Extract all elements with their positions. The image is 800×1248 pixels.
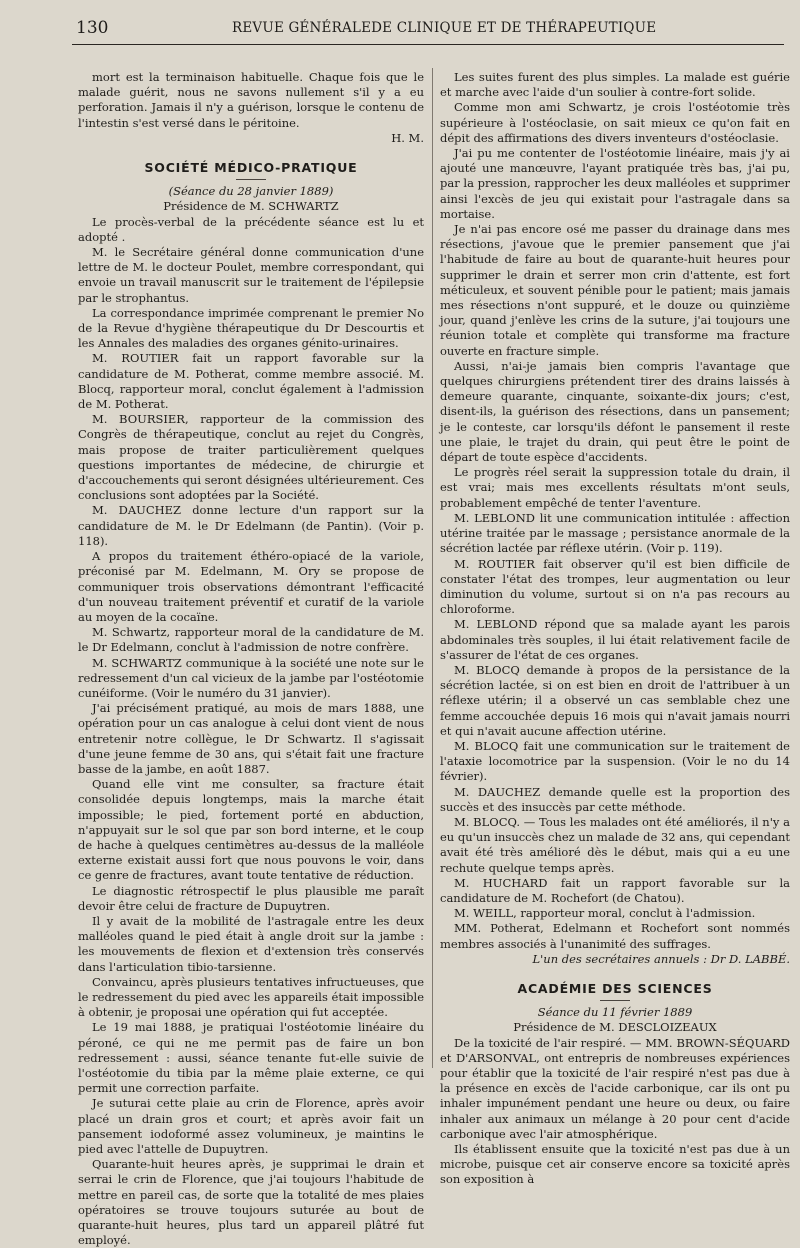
paragraph: La correspondance imprimée comprenant le premier No de la Revue d'hygiène thérapeutique du Dr Descourtis et les Annales des maladies des organes génito-urinaires. (78, 305, 424, 351)
paragraph: M. le Secrétaire général donne communication d'une lettre de M. le docteur Poulet, membre correspondant, qui envoie un travail manuscrit sur le traitement de l'épilepsie par le strophantus. (78, 245, 424, 305)
intro-paragraph: mort est la terminaison habituelle. Chaque fois que le malade guérit, nous ne savons nullement s'il y a eu perforation. Jamais il n'y a guérison, lorsque le contenu de l'intestin s'est versé dans le péritoine. (78, 70, 424, 130)
column-divider (432, 68, 433, 1068)
paragraph: Le 19 mai 1888, je pratiquai l'ostéotomie linéaire du péroné, ce qui ne me permit pas de faire un bon redressement : aussi, séance tenante fut-elle suivie de l'ostéotomie du tibia par la même plaie externe, ce qui permit une correction parfaite. (78, 1020, 424, 1096)
session-date: Séance du 11 février 1889 (537, 1005, 693, 1020)
secretary-signature: L'un des secrétaires annuels : Dr D. LABBÉ. (532, 951, 790, 966)
paragraph: M. DAUCHEZ donne lecture d'un rapport sur la candidature de M. le Dr Edelmann (de Pantin). (Voir p. 118). (78, 503, 424, 548)
journal-title: REVUE GÉNÉRALEDE CLINIQUE ET DE THÉRAPEUTIQUE (232, 20, 657, 36)
right-column (440, 70, 790, 1188)
paragraph: J'ai pu me contenter de l'ostéotomie linéaire, mais j'y ai ajouté une manœuvre, l'ayant pratiquée très bas, j'ai pu, par la pression, rapprocher les deux malléoles et supprimer ainsi l'excès de jeu qui existait pour l'astragale dans sa mortaise. (440, 146, 790, 221)
section-title-societe: SOCIÉTÉ MÉDICO-PRATIQUE (144, 160, 358, 176)
paragraph: Convaincu, après plusieurs tentatives infructueuses, que le redressement du pied avec les appareils était impossible à obtenir, je proposai une opération qui fut acceptée. (78, 974, 424, 1020)
paragraph: Aussi, n'ai-je jamais bien compris l'avantage que quelques chirurgiens prétendent tirer des drains laissés à demeure quarante, cinquante, soixante-dix jours; c'est, disent-ils, la guérison des résections, dans un pansement; je le conteste, car lorsqu'ils défont le pansement il reste une plaie, le trajet du drain, qui peut être le point de départ de toute espèce d'accidents. (440, 358, 790, 465)
paragraph: Je n'ai pas encore osé me passer du drainage dans mes résections, j'avoue que le premier pansement que j'ai l'habitude de faire au bout de quarante-huit heures pour supprimer le drain et serrer mon crin d'attente, est fort méticuleux, et souvent pénible pour le patient; mais jamais mes résections n'ont suppuré, et le douze ou quinzième jour, quand j'enlève les crins de la suture, j'ai toujours une réunion totale et complète qui transforme ma fracture ouverte en fracture simple. (440, 222, 790, 358)
page-number: 130 (76, 18, 109, 38)
paragraph: Ils établissent ensuite que la toxicité n'est pas due à un microbe, puisque cet air conserve encore sa toxicité après son exposition à (440, 1142, 790, 1187)
paragraph: M. BLOCQ. — Tous les malades ont été améliorés, il n'y a eu qu'un insuccès chez un malade de 32 ans, qui cependant avait été très amélioré dès le début, mais qui a eu une rechute quelque temps après. (440, 814, 790, 875)
paragraph: Comme mon ami Schwartz, je crois l'ostéotomie très supérieure à l'ostéoclasie, on sait mieux ce qu'on fait en dépit des affirmations des divers inventeurs d'ostéoclasie. (440, 100, 790, 145)
paragraph: MM. Potherat, Edelmann et Rochefort sont nommés membres associés à l'unanimité des suffrages. (440, 921, 790, 951)
paragraph: M. LEBLOND lit une communication intitulée : affection utérine traitée par le massage ; persistance anormale de la sécrétion lactée par réflexe utérin. (Voir p. 119). (440, 510, 790, 556)
paragraph: M. ROUTIER fait un rapport favorable sur la candidature de M. Potherat, comme membre associé. M. Blocq, rapporteur moral, conclut également à l'admission de M. Potherat. (78, 351, 424, 412)
paragraph: Le procès-verbal de la précédente séance est lu et adopté . (78, 214, 424, 244)
session-date: (Séance du 28 janvier 1889) (168, 184, 334, 199)
paragraph: M. DAUCHEZ demande quelle est la proportion des succès et des insuccès par cette méthode. (440, 784, 790, 814)
left-column (78, 70, 424, 1248)
paragraph: De la toxicité de l'air respiré. — MM. BROWN-SÉQUARD et D'ARSONVAL, ont entrepris de nombreuses expériences pour établir que la toxicité de l'air respiré n'est pas due à la présence en excès de l'acide carbonique, car ils ont pu inhaler impunément pendant une heure ou deux, ou faire inhaler aux animaux un mélange à 20 pour cent d'acide carbonique avec l'air atmosphérique. (440, 1035, 790, 1141)
paragraph: M. ROUTIER fait observer qu'il est bien difficile de constater l'état des trompes, leur augmentation ou leur diminution du volume, surtout si on n'a pas recours au chloroforme. (440, 556, 790, 617)
intro-signature: H. M. (391, 130, 424, 145)
paragraph: Quarante-huit heures après, je supprimai le drain et serrai le crin de Florence, que j'ai toujours l'habitude de mettre en pareil cas, de sorte que la totalité de mes plaies opératoires se trouve toujours suturée au bout de quarante-huit heures, plus tard un appareil plâtré fut employé. (78, 1157, 424, 1248)
title-rule (236, 179, 266, 180)
paragraph: A propos du traitement éthéro-opiacé de la variole, préconisé par M. Edelmann, M. Ory se propose de communiquer trois observations démontrant l'efficacité d'un nouveau traitement préventif et curatif de la variole au moyen de la cocaïne. (78, 549, 424, 624)
title-rule (600, 1000, 630, 1001)
paragraph: M. BLOCQ demande à propos de la persistance de la sécrétion lactée, si on est bien en droit de l'attribuer à un réflexe utérin; il a observé un cas semblable chez une femme accouchée depuis 16 mois qui n'avait jamais nourri et qui n'avait aucune affection utérine. (440, 662, 790, 738)
paragraph: M. BOURSIER, rapporteur de la commission des Congrès de thérapeutique, conclut au rejet du Congrès, mais propose de traiter particulièrement quelques questions importantes de médecine, de chirurgie et d'accouchements qui seront désignées ultérieurement. Ces conclusions sont adoptées par la Société. (78, 412, 424, 503)
running-header (72, 14, 784, 45)
paragraph: M. WEILL, rapporteur moral, conclut à l'admission. (454, 906, 756, 921)
paragraph: Quand elle vint me consulter, sa fracture était consolidée depuis longtemps, mais la marche était impossible; le pied, fortement porté en abduction, n'appuyait sur le sol que par son bord interne, et le coup de hache à quelques centimètres au-dessus de la malléole externe existait aussi fort que nous pouvons le voir, dans ce genre de fractures, avant toute tentative de réduction. (78, 777, 424, 883)
presidence: Présidence de M. SCHWARTZ (163, 199, 339, 214)
paragraph: M. HUCHARD fait un rapport favorable sur la candidature de M. Rochefort (de Chatou). (440, 875, 790, 905)
paragraph: Les suites furent des plus simples. La malade est guérie et marche avec l'aide d'un soulier à contre-fort solide. (440, 70, 790, 100)
paragraph: Je suturai cette plaie au crin de Florence, après avoir placé un drain gros et court; et après avoir fait un pansement iodoformé assez volumineux, je maintins le pied avec l'attelle de Dupuytren. (78, 1096, 424, 1157)
paragraph: M. LEBLOND répond que sa malade ayant les parois abdominales très souples, il lui était relativement facile de s'assurer de l'état de ces organes. (440, 617, 790, 662)
presidence: Présidence de M. DESCLOIZEAUX (513, 1020, 717, 1035)
paragraph: J'ai précisément pratiqué, au mois de mars 1888, une opération pour un cas analogue à celui dont vient de nous entretenir notre collègue, le Dr Schwartz. Il s'agissait d'une jeune femme de 30 ans, qui s'était fait une fracture basse de la jambe, en août 1887. (78, 701, 424, 776)
paragraph: M. SCHWARTZ communique à la société une note sur le redressement d'un cal vicieux de la jambe par l'ostéotomie cunéiforme. (Voir le numéro du 31 janvier). (78, 655, 424, 700)
paragraph: M. Schwartz, rapporteur moral de la candidature de M. le Dr Edelmann, conclut à l'admission de notre confrère. (78, 625, 424, 655)
paragraph: Le diagnostic rétrospectif le plus plausible me paraît devoir être celui de fracture de Dupuytren. (78, 883, 424, 913)
paragraph: M. BLOCQ fait une communication sur le traitement de l'ataxie locomotrice par la suspension. (Voir le no du 14 février). (440, 738, 790, 784)
paragraph: Le progrès réel serait la suppression totale du drain, il est vrai; mais mes excellents résultats m'ont seuls, probablement empêché de tenter l'aventure. (440, 465, 790, 510)
section-title-academie: ACADÉMIE DES SCIENCES (517, 980, 713, 996)
paragraph: Il y avait de la mobilité de l'astragale entre les deux malléoles quand le pied était à angle droit sur la jambe : les mouvements de flexion et d'extension très conservés dans l'articulation tibio-tarsienne. (78, 913, 424, 974)
